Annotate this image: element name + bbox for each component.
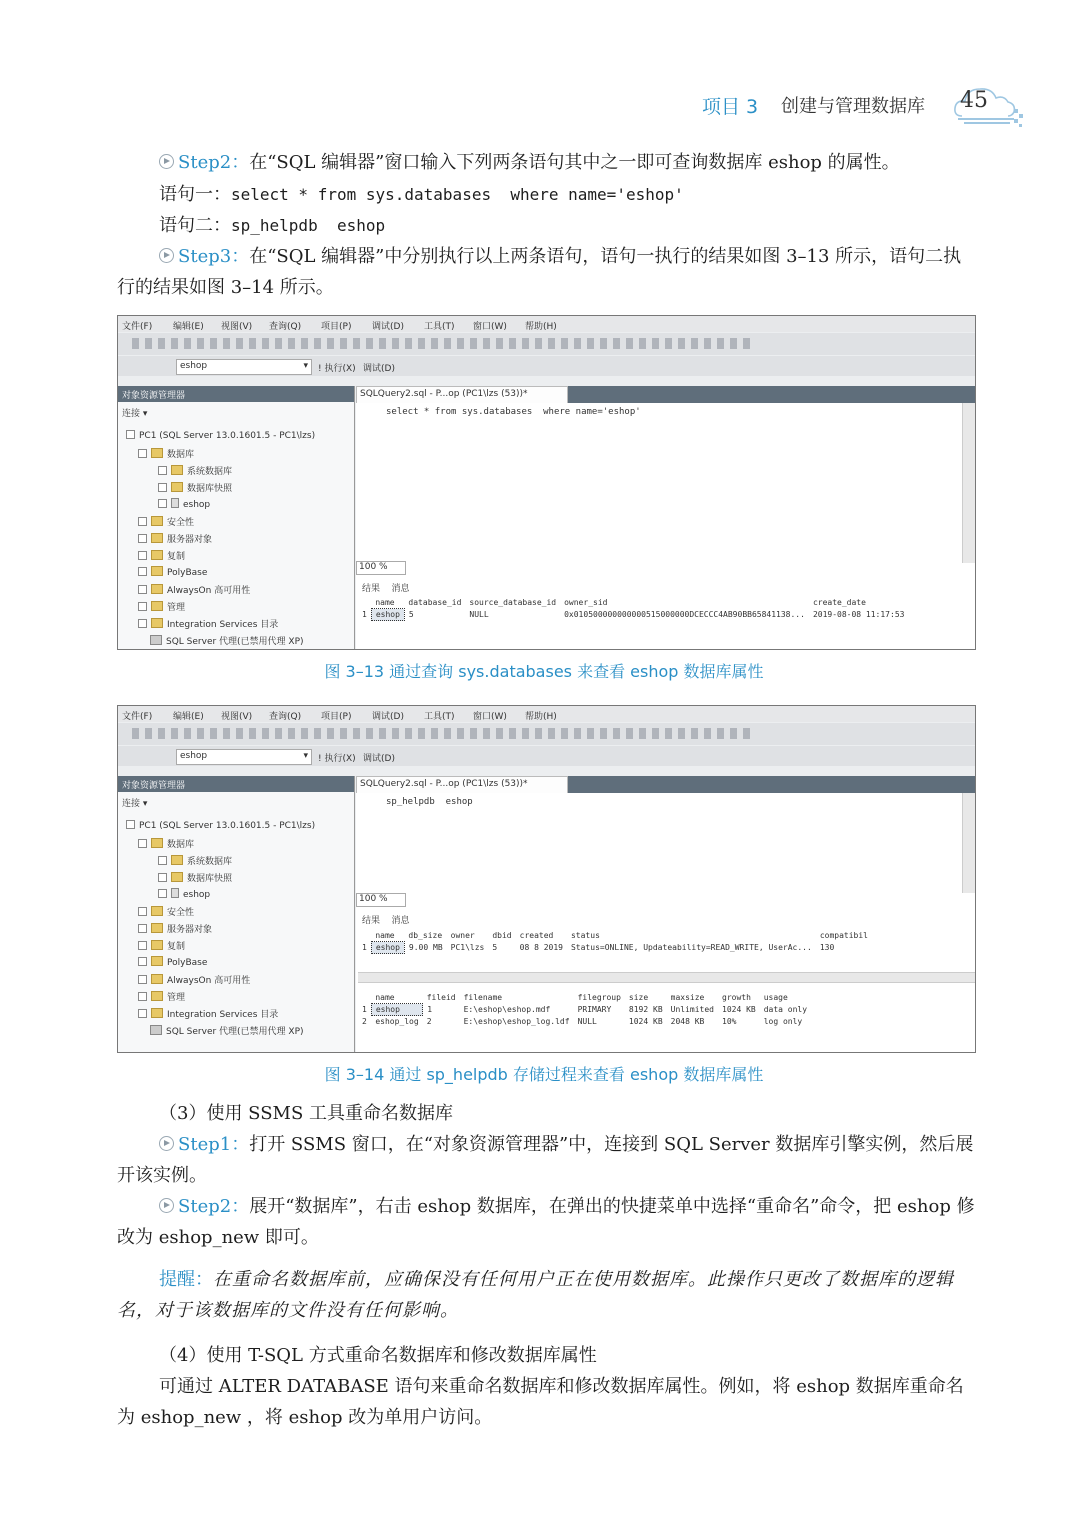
cell[interactable]: log only (763, 1016, 803, 1026)
menu-edit[interactable]: 编辑(E) (173, 322, 204, 332)
tree-sql-agent[interactable]: SQL Server 代理(已禁用代理 XP) (150, 634, 304, 647)
column-header[interactable]: db_size (408, 931, 443, 941)
tree-server-objects[interactable]: 服务器对象 (138, 922, 212, 935)
results-tabs (362, 581, 409, 594)
cell[interactable]: 9.00 MB (408, 943, 443, 952)
database-selector-value: eshop (180, 361, 208, 371)
statement-code: sp_helpdb eshop (231, 216, 386, 235)
tree-server[interactable]: PC1 (SQL Server 13.0.1601.5 - PC1\lzs) (126, 430, 315, 441)
column-header[interactable]: maxsize (670, 993, 705, 1003)
object-explorer (118, 386, 355, 649)
column-header[interactable]: compatibil (819, 931, 868, 941)
step-label: Step2： (178, 1196, 250, 1217)
cell[interactable]: 2048 KB (670, 1016, 705, 1026)
tree-databases[interactable]: 数据库 (138, 837, 194, 850)
toolbar-1 (118, 333, 975, 355)
table-row[interactable] (358, 609, 908, 621)
cell[interactable]: PRIMARY (577, 1005, 612, 1014)
object-explorer-title-bar (118, 386, 354, 402)
menu-debug[interactable]: 调试(D) (372, 712, 404, 722)
cell[interactable]: data only (763, 1005, 808, 1014)
chevron-down-icon: ▾ (303, 751, 308, 761)
messages-tab[interactable]: 消息 (391, 584, 410, 594)
row-number: 1 (362, 610, 367, 619)
column-header[interactable]: create_date (812, 598, 866, 608)
results-grid (358, 597, 908, 621)
results-tab[interactable]: 结果 (362, 584, 381, 594)
column-header[interactable]: owner (450, 931, 475, 941)
tree-server-objects[interactable]: 服务器对象 (138, 532, 212, 545)
cell[interactable]: 08 8 2019 (519, 943, 563, 952)
menu-window[interactable]: 窗口(W) (473, 712, 507, 722)
page-number: 45 (960, 88, 988, 113)
column-header[interactable]: name (375, 598, 395, 607)
statement-label: 语句二： (159, 215, 231, 236)
cell[interactable]: eshop (371, 609, 404, 621)
tree-polybase[interactable]: PolyBase (138, 566, 207, 578)
tree-system-dbs[interactable]: 系统数据库 (158, 464, 232, 477)
column-header[interactable]: fileid (426, 993, 456, 1003)
ssms-screenshot-2 (117, 705, 976, 1053)
tree-security[interactable]: 安全性 (138, 905, 194, 918)
zoom-selector[interactable] (356, 893, 406, 907)
tree-alwayson[interactable]: AlwaysOn 高可用性 (138, 973, 250, 986)
row-number: 1 (362, 1005, 367, 1014)
object-explorer (118, 776, 355, 1052)
para-sec3-step1 (117, 1129, 977, 1191)
figure-caption: 图 3–14 通过 sp_helpdb 存储过程来查看 eshop 数据库属性 (324, 1065, 764, 1084)
column-header[interactable]: owner_sid (564, 598, 608, 608)
horizontal-scrollbar[interactable] (358, 972, 975, 983)
menu-help[interactable]: 帮助(H) (525, 322, 557, 332)
tree-db-snapshots[interactable]: 数据库快照 (158, 871, 232, 884)
query-tab[interactable] (356, 386, 568, 403)
tree-security[interactable]: 安全性 (138, 515, 194, 528)
step-text: 在“SQL 编辑器”窗口输入下列两条语句其中之一即可查询数据库 eshop 的属性。 (249, 152, 900, 173)
cell[interactable]: 1024 KB (722, 1005, 756, 1014)
menu-project[interactable]: 项目(P) (321, 322, 352, 332)
chapter-title: 创建与管理数据库 (781, 96, 925, 117)
table-row[interactable] (358, 942, 872, 954)
column-header[interactable]: filename (463, 993, 503, 1003)
messages-tab[interactable]: 消息 (391, 916, 410, 926)
cell[interactable]: eshop (371, 942, 404, 954)
menu-query[interactable]: 查询(Q) (269, 322, 302, 332)
step-text: 在“SQL 编辑器”中分别执行以上两条语句，语句一执行的结果如图 3–13 所示，语句二执行的结果如图 3–14 所示。 (117, 246, 962, 298)
cell[interactable]: NULL (469, 610, 489, 619)
menu-edit[interactable]: 编辑(E) (173, 712, 204, 722)
query-editor (356, 776, 975, 1052)
menu-file[interactable]: 文件(F) (122, 322, 153, 332)
tree-eshop[interactable]: eshop (158, 498, 210, 510)
column-header[interactable]: database_id (408, 598, 462, 608)
column-header[interactable]: name (375, 931, 395, 940)
results-grid-1 (358, 930, 872, 954)
cell[interactable]: eshop_log (375, 1017, 419, 1026)
para-step2 (117, 147, 977, 178)
cell[interactable]: 10% (722, 1016, 737, 1026)
step-text: 展开“数据库”，右击 eshop 数据库，在弹出的快捷菜单中选择“重命名”命令，把 eshop 修改为 eshop_new 即可。 (117, 1196, 975, 1248)
column-header[interactable]: created (519, 931, 554, 941)
scrollbar[interactable] (962, 793, 975, 893)
cell[interactable]: 130 (819, 943, 835, 952)
sql-text[interactable]: sp_helpdb eshop (386, 797, 473, 807)
section-heading-4: （4）使用 T-SQL 方式重命名数据库和修改数据库属性 (159, 1345, 597, 1366)
toolbar-2 (118, 746, 975, 766)
cell[interactable]: 1 (427, 1005, 433, 1014)
statement-label: 语句一： (159, 184, 231, 205)
chapter-label: 项目 3 (702, 96, 759, 118)
execute-button[interactable]: ! 执行(X) (318, 364, 356, 374)
cell[interactable]: eshop (371, 1004, 422, 1016)
step-label: Step2： (178, 152, 250, 173)
ssms-screenshot-1 (117, 315, 976, 650)
cell[interactable]: 8192 KB (628, 1005, 663, 1014)
tree-alwayson[interactable]: AlwaysOn 高可用性 (138, 583, 250, 596)
table-row[interactable] (358, 1004, 811, 1016)
debug-button[interactable]: 调试(D) (363, 364, 395, 374)
menu-bar (118, 706, 975, 722)
figure-caption: 图 3–13 通过查询 sys.databases 来查看 eshop 数据库属性 (324, 662, 764, 681)
menu-tools[interactable]: 工具(T) (424, 712, 455, 722)
step-label: Step1： (178, 1134, 250, 1155)
step-arrow-icon (159, 1198, 174, 1213)
tree-integration-services[interactable]: Integration Services 目录 (138, 1007, 278, 1020)
column-header[interactable]: status (570, 931, 600, 941)
column-header[interactable]: source_database_id (469, 598, 557, 608)
results-grid-2 (358, 992, 811, 1027)
zoom-selector[interactable] (356, 561, 406, 575)
database-selector[interactable] (176, 749, 312, 765)
chevron-down-icon: ▾ (303, 361, 308, 371)
tip-label: 提醒： (159, 1269, 213, 1290)
column-header[interactable]: growth (722, 993, 751, 1003)
menu-help[interactable]: 帮助(H) (525, 712, 557, 722)
tip-text: 在重命名数据库前，应确保没有任何用户正在使用数据库。此操作只更改了数据库的逻辑名，对于该数据库的文件没有任何影响。 (117, 1269, 954, 1321)
sql-text[interactable]: select * from sys.databases where name='eshop' (386, 407, 641, 417)
tree-polybase[interactable]: PolyBase (138, 956, 207, 968)
statement-code: select * from sys.databases where name='eshop' (231, 185, 684, 204)
database-selector-value: eshop (180, 751, 208, 761)
cell[interactable]: 5 (492, 943, 498, 952)
scrollbar[interactable] (962, 403, 975, 563)
cell[interactable]: Unlimited (670, 1005, 714, 1014)
cell[interactable]: 1024 KB (628, 1016, 663, 1026)
object-explorer-title: 对象资源管理器 (122, 781, 186, 791)
cell[interactable]: PC1\lzs (450, 943, 485, 952)
tree-eshop[interactable]: eshop (158, 888, 210, 900)
menu-file[interactable]: 文件(F) (122, 712, 153, 722)
column-header[interactable]: size (628, 993, 649, 1003)
step-arrow-icon (159, 248, 174, 263)
menu-view[interactable]: 视图(V) (221, 322, 253, 332)
toolbar-icons[interactable] (132, 338, 752, 349)
tree-replication[interactable]: 复制 (138, 549, 185, 562)
cell[interactable]: 0x010500000000000515000000DCECCC4AB90BB65841138... (564, 610, 805, 619)
step-arrow-icon (159, 1136, 174, 1151)
execute-button[interactable]: ! 执行(X) (318, 754, 356, 764)
step-label: Step3： (178, 246, 250, 267)
debug-button[interactable]: 调试(D) (363, 754, 395, 764)
zoom-value: 100 % (359, 562, 388, 572)
row-number: 1 (362, 943, 367, 952)
menu-tools[interactable]: 工具(T) (424, 322, 455, 332)
cell[interactable]: 2 (426, 1016, 432, 1026)
cell[interactable]: 2019-08-08 11:17:53 (812, 610, 905, 619)
section-heading-3: （3）使用 SSMS 工具重命名数据库 (159, 1103, 454, 1124)
statement-1 (117, 179, 977, 210)
tree-management[interactable]: 管理 (138, 600, 185, 613)
toolbar-2 (118, 356, 975, 376)
results-tab[interactable]: 结果 (362, 916, 381, 926)
tip-paragraph (117, 1264, 977, 1326)
tree-integration-services[interactable]: Integration Services 目录 (138, 617, 278, 630)
tree-management[interactable]: 管理 (138, 990, 185, 1003)
menu-debug[interactable]: 调试(D) (372, 322, 404, 332)
query-tab[interactable] (356, 776, 568, 793)
cell[interactable]: 5 (408, 610, 414, 619)
menu-project[interactable]: 项目(P) (321, 712, 352, 722)
column-header[interactable]: dbid (492, 931, 512, 941)
query-tab-title: SQLQuery2.sql - P...op (PC1\lzs (53))* (360, 389, 528, 399)
tree-db-snapshots[interactable]: 数据库快照 (158, 481, 232, 494)
statement-2 (117, 210, 977, 241)
zoom-value: 100 % (359, 894, 388, 904)
step-arrow-icon (159, 154, 174, 169)
toolbar-1 (118, 723, 975, 745)
menu-bar (118, 316, 975, 332)
column-header[interactable]: name (375, 993, 395, 1002)
cell[interactable]: E:\eshop\eshop.mdf (463, 1005, 551, 1014)
menu-view[interactable]: 视图(V) (221, 712, 253, 722)
results-tabs (362, 913, 409, 926)
database-selector[interactable] (176, 359, 312, 375)
connect-button[interactable]: 连接 ▾ (122, 799, 148, 809)
para-alter-database: 可通过 ALTER DATABASE 语句来重命名数据库和修改数据库属性。例如，将 eshop 数据库重命名为 eshop_new ，将 eshop 改为单用户访问。 (117, 1376, 964, 1428)
column-header[interactable]: usage (763, 993, 788, 1003)
toolbar-icons[interactable] (132, 728, 752, 739)
menu-window[interactable]: 窗口(W) (473, 322, 507, 332)
object-explorer-title: 对象资源管理器 (122, 391, 186, 401)
object-explorer-title-bar (118, 776, 354, 792)
query-tab-title: SQLQuery2.sql - P...op (PC1\lzs (53))* (360, 779, 528, 789)
tree-replication[interactable]: 复制 (138, 939, 185, 952)
tree-system-dbs[interactable]: 系统数据库 (158, 854, 232, 867)
tree-databases[interactable]: 数据库 (138, 447, 194, 460)
cell[interactable]: Status=ONLINE, Updateability=READ_WRITE, UserAc... (570, 943, 812, 952)
tree-server[interactable]: PC1 (SQL Server 13.0.1601.5 - PC1\lzs) (126, 820, 315, 831)
cell[interactable]: NULL (577, 1016, 597, 1026)
row-number: 2 (362, 1016, 367, 1026)
para-sec3-step2 (117, 1191, 977, 1253)
query-editor (356, 386, 975, 649)
tree-sql-agent[interactable]: SQL Server 代理(已禁用代理 XP) (150, 1024, 304, 1037)
menu-query[interactable]: 查询(Q) (269, 712, 302, 722)
connect-button[interactable]: 连接 ▾ (122, 409, 148, 419)
column-header[interactable]: filegroup (577, 993, 621, 1003)
table-row[interactable] (358, 1016, 811, 1028)
cell[interactable]: E:\eshop\eshop_log.ldf (463, 1016, 570, 1026)
para-step3 (117, 241, 977, 303)
step-text: 打开 SSMS 窗口，在“对象资源管理器”中，连接到 SQL Server 数据库引擎实例，然后展开该实例。 (117, 1134, 974, 1186)
